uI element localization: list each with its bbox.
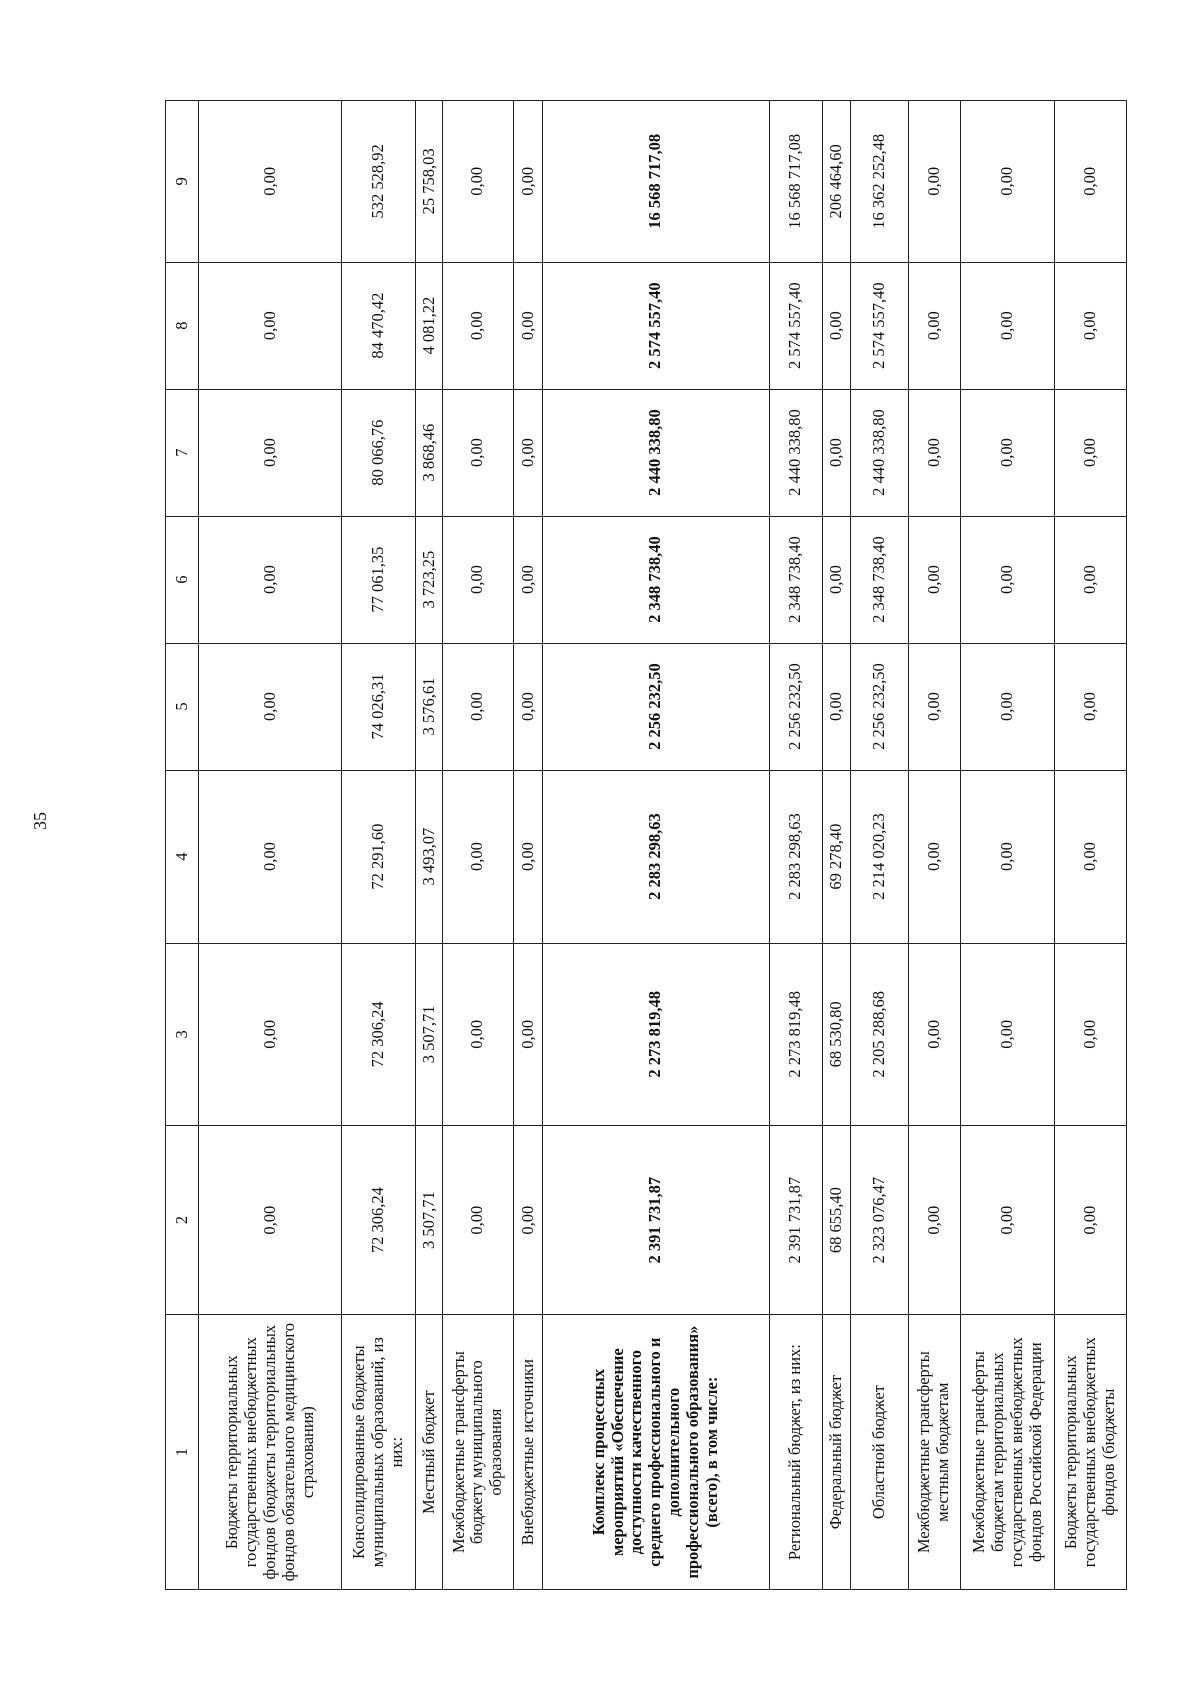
- table-cell: 2 283 298,63: [769, 770, 822, 943]
- table-cell: 3 723,25: [416, 516, 442, 643]
- table-cell: 0,00: [514, 943, 543, 1125]
- column-header-3: 3: [166, 943, 199, 1125]
- table-cell: 16 568 717,08: [769, 101, 822, 263]
- rotated-table-container: [165, 100, 1127, 1590]
- table-cell: 72 306,24: [342, 1126, 416, 1315]
- row-label: Бюджеты территориальных государственных внебюджетных фондов (бюджеты территориальных фондов обязательного медицинского страхования): [199, 1315, 342, 1590]
- row-label: Межбюджетные трансферты местным бюджетам: [908, 1315, 961, 1590]
- table-row: [542, 101, 769, 1590]
- table-cell: 0,00: [442, 389, 514, 516]
- table-cell: 2 273 819,48: [769, 943, 822, 1125]
- table-row: [199, 101, 342, 1590]
- table-row: [1055, 101, 1127, 1590]
- table-cell: 2 348 738,40: [542, 516, 769, 643]
- row-label: Бюджеты территориальных государственных внебюджетных фондов (бюджеты: [1055, 1315, 1127, 1590]
- row-label: Консолидированные бюджеты муниципальных образований, из них:: [342, 1315, 416, 1590]
- table-cell: 2 348 738,40: [851, 516, 908, 643]
- table-row: [908, 101, 961, 1590]
- table-cell: 25 758,03: [416, 101, 442, 263]
- table-cell: 0,00: [908, 943, 961, 1125]
- table-cell: 3 507,71: [416, 1126, 442, 1315]
- table-cell: 0,00: [514, 262, 543, 389]
- table-cell: 16 362 252,48: [851, 101, 908, 263]
- column-header-8: 8: [166, 262, 199, 389]
- table-cell: 0,00: [908, 101, 961, 263]
- table-cell: 0,00: [514, 1126, 543, 1315]
- table-cell: 2 574 557,40: [769, 262, 822, 389]
- table-cell: 2 574 557,40: [542, 262, 769, 389]
- table-cell: 84 470,42: [342, 262, 416, 389]
- table-cell: 2 323 076,47: [851, 1126, 908, 1315]
- row-label: Межбюджетные трансферты бюджетам территориальных государственных внебюджетных фондов Российской Федерации: [961, 1315, 1055, 1590]
- table-row: [851, 101, 908, 1590]
- table-cell: 2 574 557,40: [851, 262, 908, 389]
- row-label: Федеральный бюджет: [822, 1315, 851, 1590]
- table-cell: 74 026,31: [342, 643, 416, 770]
- table-cell: 0,00: [1055, 643, 1127, 770]
- table-cell: 0,00: [199, 389, 342, 516]
- table-cell: 0,00: [1055, 101, 1127, 263]
- table-cell: 0,00: [199, 101, 342, 263]
- table-cell: 0,00: [961, 1126, 1055, 1315]
- table-cell: 0,00: [199, 262, 342, 389]
- column-header-2: 2: [166, 1126, 199, 1315]
- table-cell: 2 273 819,48: [542, 943, 769, 1125]
- row-label: Областной бюджет: [851, 1315, 908, 1590]
- row-label: Местный бюджет: [416, 1315, 442, 1590]
- table-cell: 0,00: [908, 262, 961, 389]
- table-cell: 0,00: [199, 516, 342, 643]
- row-label: Внебюджетные источники: [514, 1315, 543, 1590]
- table-cell: 68 655,40: [822, 1126, 851, 1315]
- table-cell: 2 440 338,80: [769, 389, 822, 516]
- table-cell: 0,00: [822, 643, 851, 770]
- table-cell: 0,00: [908, 389, 961, 516]
- table-cell: 77 061,35: [342, 516, 416, 643]
- table-cell: 2 214 020,23: [851, 770, 908, 943]
- table-cell: 72 306,24: [342, 943, 416, 1125]
- table-cell: 0,00: [1055, 389, 1127, 516]
- table-cell: 2 348 738,40: [769, 516, 822, 643]
- table-row: [342, 101, 416, 1590]
- table-cell: 0,00: [514, 101, 543, 263]
- table-cell: 2 440 338,80: [851, 389, 908, 516]
- table-cell: 3 576,61: [416, 643, 442, 770]
- table-cell: 2 205 288,68: [851, 943, 908, 1125]
- table-cell: 2 440 338,80: [542, 389, 769, 516]
- table-cell: 0,00: [442, 262, 514, 389]
- table-cell: 0,00: [514, 516, 543, 643]
- row-label: Региональный бюджет, из них:: [769, 1315, 822, 1590]
- table-cell: 3 868,46: [416, 389, 442, 516]
- table-cell: 0,00: [961, 770, 1055, 943]
- header-row: [166, 101, 199, 1590]
- table-cell: 0,00: [1055, 516, 1127, 643]
- table-cell: 0,00: [1055, 1126, 1127, 1315]
- column-header-6: 6: [166, 516, 199, 643]
- table-cell: 0,00: [908, 643, 961, 770]
- column-header-7: 7: [166, 389, 199, 516]
- table-cell: 2 283 298,63: [542, 770, 769, 943]
- column-header-1: 1: [166, 1315, 199, 1590]
- table-cell: 0,00: [1055, 262, 1127, 389]
- table-cell: 206 464,60: [822, 101, 851, 263]
- table-cell: 0,00: [822, 516, 851, 643]
- table-cell: 0,00: [1055, 943, 1127, 1125]
- table-cell: 69 278,40: [822, 770, 851, 943]
- table-cell: 0,00: [822, 389, 851, 516]
- table-cell: 0,00: [908, 516, 961, 643]
- table-cell: 2 391 731,87: [542, 1126, 769, 1315]
- table-cell: 0,00: [1055, 770, 1127, 943]
- table-cell: 2 256 232,50: [769, 643, 822, 770]
- table-cell: 0,00: [961, 389, 1055, 516]
- table-cell: 2 391 731,87: [769, 1126, 822, 1315]
- column-header-9: 9: [166, 101, 199, 263]
- table-row: [769, 101, 822, 1590]
- table-cell: 0,00: [199, 770, 342, 943]
- table-cell: 16 568 717,08: [542, 101, 769, 263]
- table-cell: 0,00: [442, 101, 514, 263]
- table-row: [961, 101, 1055, 1590]
- table-row: [416, 101, 442, 1590]
- row-label: Межбюджетные трансферты бюджету муниципального образования: [442, 1315, 514, 1590]
- table-cell: 0,00: [442, 943, 514, 1125]
- column-header-4: 4: [166, 770, 199, 943]
- table-cell: 0,00: [961, 943, 1055, 1125]
- column-header-5: 5: [166, 643, 199, 770]
- table-cell: 4 081,22: [416, 262, 442, 389]
- table-cell: 0,00: [961, 516, 1055, 643]
- table-cell: 0,00: [961, 643, 1055, 770]
- table-row: [514, 101, 543, 1590]
- table-cell: 0,00: [442, 1126, 514, 1315]
- table-cell: 2 256 232,50: [851, 643, 908, 770]
- table-cell: 0,00: [908, 1126, 961, 1315]
- table-cell: 0,00: [442, 643, 514, 770]
- table-cell: 72 291,60: [342, 770, 416, 943]
- table-cell: 68 530,80: [822, 943, 851, 1125]
- table-cell: 2 256 232,50: [542, 643, 769, 770]
- table-cell: 0,00: [908, 770, 961, 943]
- table-cell: 532 528,92: [342, 101, 416, 263]
- table-cell: 0,00: [442, 516, 514, 643]
- table-row: [822, 101, 851, 1590]
- table-cell: 0,00: [822, 262, 851, 389]
- row-label: Комплекс процессных мероприятий «Обеспечение доступности качественного среднего профессионального и дополнительного профессионального образования» (всего), в том числе:: [542, 1315, 769, 1590]
- table-cell: 0,00: [514, 389, 543, 516]
- table-cell: 0,00: [199, 943, 342, 1125]
- page-number: 35: [30, 812, 50, 830]
- table-cell: 3 507,71: [416, 943, 442, 1125]
- table-row: [442, 101, 514, 1590]
- table-cell: 0,00: [514, 770, 543, 943]
- table-cell: 0,00: [961, 101, 1055, 263]
- table-cell: 3 493,07: [416, 770, 442, 943]
- table-body: [199, 101, 1127, 1590]
- budget-table: [165, 100, 1127, 1590]
- table-cell: 0,00: [442, 770, 514, 943]
- table-cell: 0,00: [961, 262, 1055, 389]
- table-cell: 0,00: [199, 643, 342, 770]
- table-cell: 0,00: [199, 1126, 342, 1315]
- table-cell: 80 066,76: [342, 389, 416, 516]
- table-cell: 0,00: [514, 643, 543, 770]
